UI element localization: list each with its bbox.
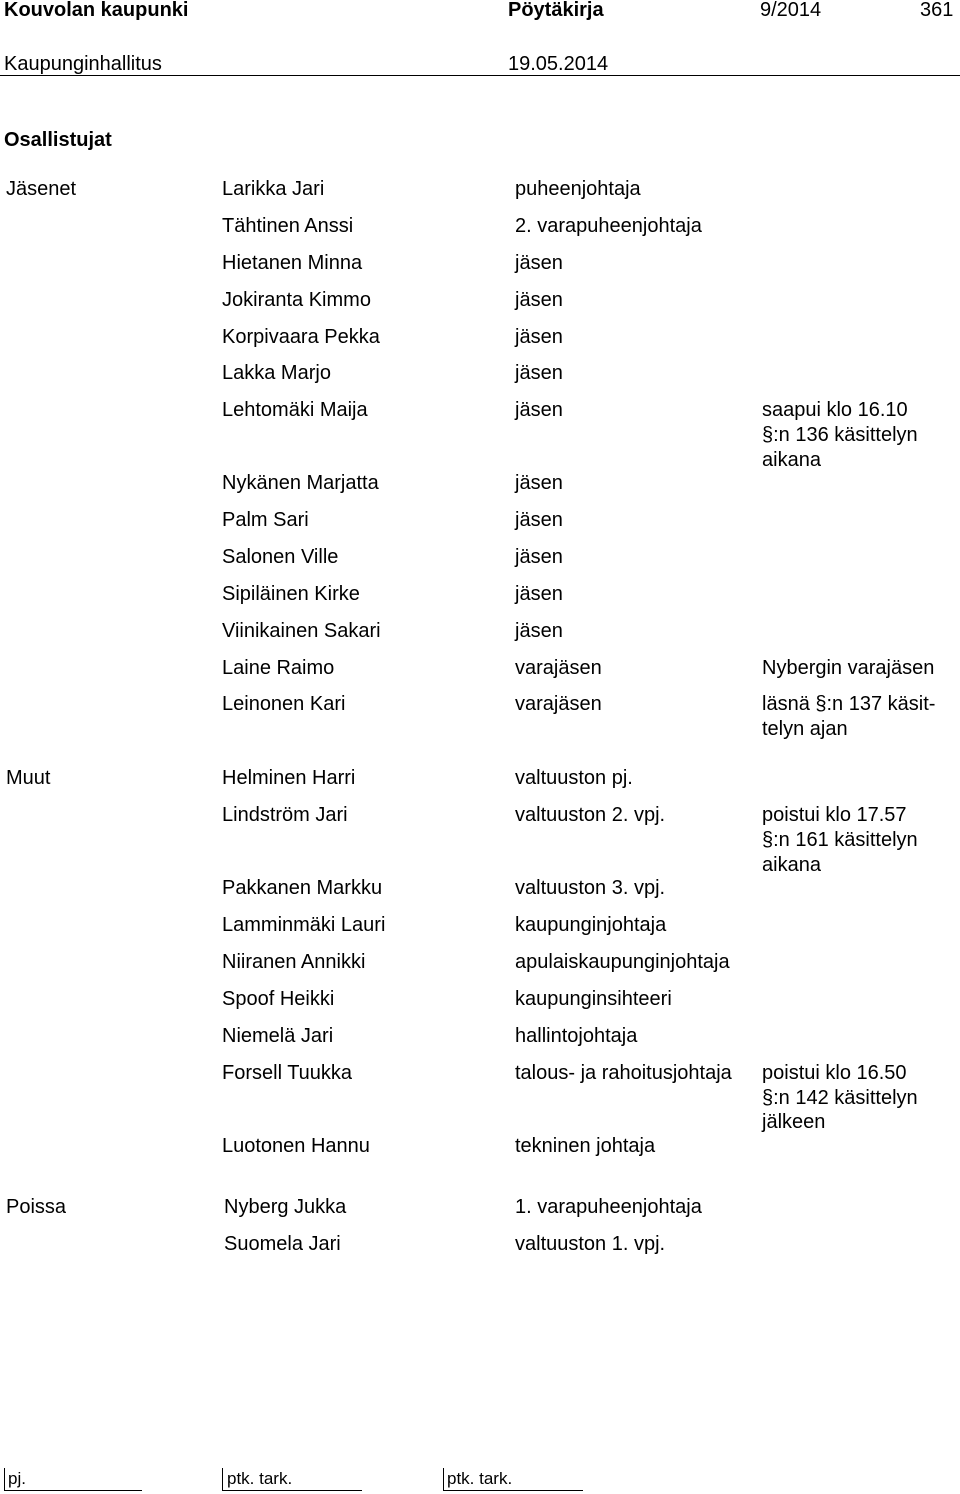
group-label-members: Jäsenet — [6, 178, 77, 200]
other-role: talous- ja rahoitusjohtaja — [515, 1062, 732, 1084]
member-role: jäsen — [515, 620, 563, 642]
other-name: Niemelä Jari — [222, 1025, 334, 1047]
member-role: 2. varapuheenjohtaja — [515, 215, 702, 237]
absent-role: 1. varapuheenjohtaja — [515, 1196, 702, 1218]
member-name: Laine Raimo — [222, 657, 335, 679]
other-name: Forsell Tuukka — [222, 1062, 353, 1084]
member-name: Lakka Marjo — [222, 362, 331, 384]
group-label-others: Muut — [6, 767, 51, 789]
document-type: Pöytäkirja — [508, 0, 604, 21]
member-role: jäsen — [515, 326, 563, 348]
member-name: Leinonen Kari — [222, 693, 346, 715]
other-role: kaupunginsihteeri — [515, 988, 672, 1010]
other-note: poistui klo 17.57 — [762, 804, 907, 826]
other-name: Pakkanen Markku — [222, 877, 383, 899]
signature-line-chair — [4, 1490, 142, 1491]
signature-line-examiner — [443, 1490, 583, 1491]
other-name: Niiranen Annikki — [222, 951, 366, 973]
other-role: valtuuston pj. — [515, 767, 633, 789]
header-divider — [0, 75, 960, 76]
signature-tick — [443, 1468, 444, 1490]
meeting-date: 19.05.2014 — [508, 53, 609, 75]
member-name: Salonen Ville — [222, 546, 339, 568]
member-note: saapui klo 16.10 — [762, 399, 908, 421]
member-name: Palm Sari — [222, 509, 309, 531]
member-name: Nykänen Marjatta — [222, 472, 379, 494]
other-note: §:n 161 käsittelyn — [762, 829, 918, 851]
absent-name: Nyberg Jukka — [224, 1196, 347, 1218]
member-role: jäsen — [515, 399, 563, 421]
member-name: Lehtomäki Maija — [222, 399, 368, 421]
other-role: tekninen johtaja — [515, 1135, 656, 1157]
other-name: Lindström Jari — [222, 804, 348, 826]
member-name: Jokiranta Kimmo — [222, 289, 371, 311]
member-name: Hietanen Minna — [222, 252, 363, 274]
group-label-absent: Poissa — [6, 1196, 67, 1218]
other-role: kaupunginjohtaja — [515, 914, 667, 936]
member-role: jäsen — [515, 583, 563, 605]
member-note: läsnä §:n 137 käsit- — [762, 693, 936, 715]
signature-tick — [4, 1468, 5, 1490]
member-role: varajäsen — [515, 657, 602, 679]
other-role: hallintojohtaja — [515, 1025, 638, 1047]
signature-label-examiner: ptk. tark. — [227, 1469, 293, 1488]
member-name: Sipiläinen Kirke — [222, 583, 360, 605]
other-role: apulaiskaupunginjohtaja — [515, 951, 730, 973]
member-name: Viinikainen Sakari — [222, 620, 381, 642]
issue-number: 9/2014 — [760, 0, 822, 21]
signature-label-chair: pj. — [8, 1469, 26, 1488]
absent-name: Suomela Jari — [224, 1233, 341, 1255]
member-role: jäsen — [515, 289, 563, 311]
org-name: Kouvolan kaupunki — [4, 0, 189, 21]
member-role: varajäsen — [515, 693, 602, 715]
member-note: aikana — [762, 449, 821, 471]
member-role: jäsen — [515, 509, 563, 531]
member-note: §:n 136 käsittelyn — [762, 424, 918, 446]
other-role: valtuuston 2. vpj. — [515, 804, 666, 826]
other-note: §:n 142 käsittelyn — [762, 1087, 918, 1109]
member-role: jäsen — [515, 472, 563, 494]
other-name: Luotonen Hannu — [222, 1135, 370, 1157]
signature-line-examiner — [222, 1490, 362, 1491]
other-role: valtuuston 3. vpj. — [515, 877, 666, 899]
member-role: jäsen — [515, 252, 563, 274]
signature-label-examiner: ptk. tark. — [447, 1469, 513, 1488]
member-role: jäsen — [515, 362, 563, 384]
absent-role: valtuuston 1. vpj. — [515, 1233, 666, 1255]
member-role: puheenjohtaja — [515, 178, 641, 200]
signature-tick — [222, 1468, 223, 1490]
section-title: Osallistujat — [4, 129, 112, 151]
page-number: 361 — [920, 0, 954, 21]
member-role: jäsen — [515, 546, 563, 568]
other-note: poistui klo 16.50 — [762, 1062, 907, 1084]
other-name: Spoof Heikki — [222, 988, 335, 1010]
member-name: Tähtinen Anssi — [222, 215, 354, 237]
other-note: jälkeen — [762, 1111, 826, 1133]
member-note: telyn ajan — [762, 718, 848, 740]
other-note: aikana — [762, 854, 821, 876]
member-note: Nybergin varajäsen — [762, 657, 935, 679]
other-name: Lamminmäki Lauri — [222, 914, 386, 936]
member-name: Korpivaara Pekka — [222, 326, 380, 348]
member-name: Larikka Jari — [222, 178, 325, 200]
governing-body: Kaupunginhallitus — [4, 53, 162, 75]
other-name: Helminen Harri — [222, 767, 356, 789]
